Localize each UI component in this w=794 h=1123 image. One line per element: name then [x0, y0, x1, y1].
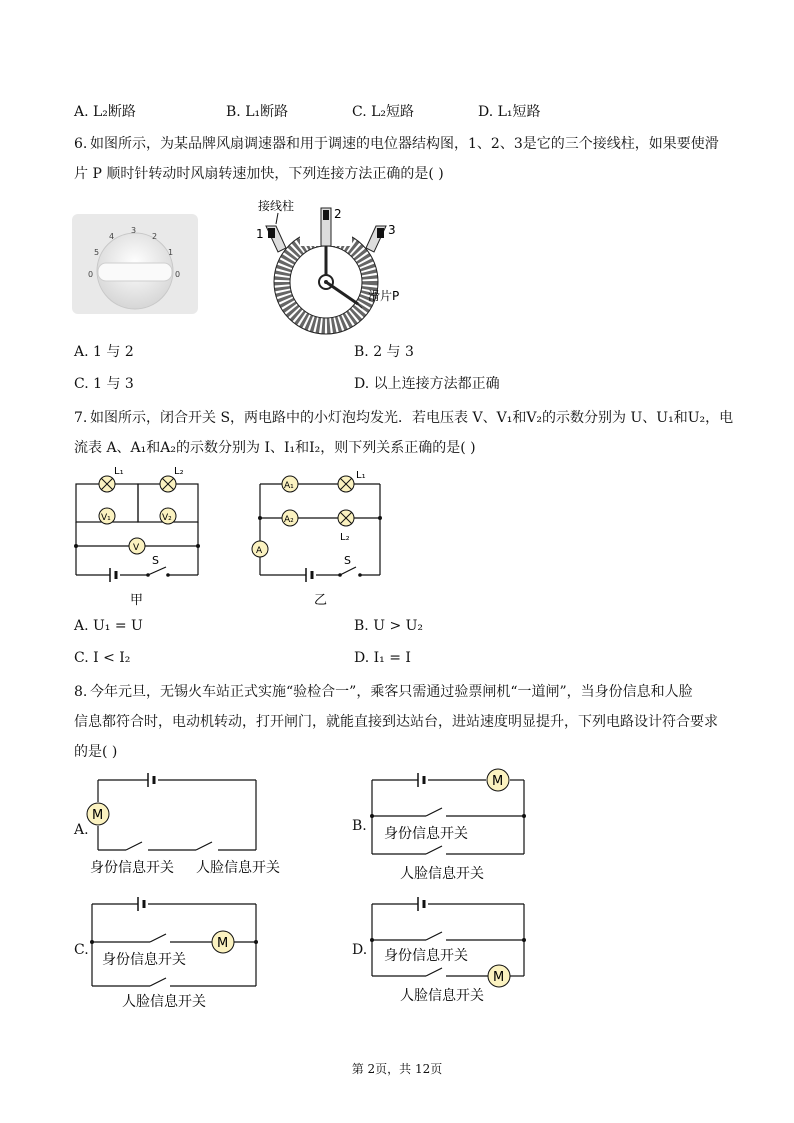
knob-tick-0-left: 0: [88, 270, 94, 279]
jia-caption: 甲: [130, 593, 144, 608]
yi-switch-label: S: [344, 554, 351, 567]
knob-tick-2: 2: [152, 232, 158, 241]
q8-option-c-letter: C.: [74, 942, 89, 958]
q7-option-d: D. I₁ = I: [354, 650, 411, 666]
q8-circuit-c: [86, 890, 266, 1014]
q7-option-c: C. I < I₂: [74, 650, 131, 666]
knob-tick-0-right: 0: [175, 270, 181, 279]
q6-option-c: C. 1 与 3: [74, 376, 134, 392]
terminal-label: 接线柱: [258, 199, 295, 213]
jia-v1-label: V₁: [101, 513, 111, 523]
knob-tick-4: 4: [109, 232, 115, 241]
knob-tick-5: 5: [94, 248, 100, 257]
q8-circuit-b: [364, 766, 534, 886]
yi-a2-label: A₂: [284, 515, 294, 525]
q7-circuit-jia: [66, 460, 216, 610]
q8d-motor-label: M: [493, 970, 505, 985]
q7-text-line1: 如图所示，闭合开关 S，两电路中的小灯泡均发光．若电压表 V、V₁和V₂的示数分别为 U、U₁和U₂，电: [90, 410, 734, 426]
q6-potentiometer-diagram: [240, 196, 430, 336]
q8-option-d-letter: D.: [352, 942, 368, 958]
jia-v2-label: V₂: [162, 513, 172, 523]
yi-caption: 乙: [314, 593, 328, 608]
q8-option-a-letter: A.: [74, 822, 89, 838]
jia-l1-label: L₁: [114, 466, 124, 477]
q7-number: 7.: [74, 410, 88, 426]
yi-l2-label: L₂: [340, 532, 350, 543]
slider-p-label: 滑片P: [368, 289, 400, 303]
q7-circuit-yi: [248, 460, 398, 610]
yi-a-label: A: [256, 546, 263, 556]
q8-circuit-a: [86, 768, 296, 880]
q6-text-line2: 片 P 顺时针转动时风扇转速加快，下列连接方法正确的是( ): [74, 166, 444, 182]
yi-a1-label: A₁: [284, 481, 294, 491]
q5-option-d: D. L₁短路: [478, 104, 541, 120]
q8-text-line2: 信息都符合时，电动机转动，打开闸门，就能直接到达站台，进站速度明显提升，下列电路设计符合要求: [74, 714, 718, 730]
terminal-2-label: 2: [334, 207, 342, 221]
q8b-id-switch-label: 身份信息开关: [384, 826, 468, 842]
q7-text-line2: 流表 A、A₁和A₂的示数分别为 I、I₁和I₂，则下列关系正确的是( ): [74, 440, 476, 456]
jia-l2-label: L₂: [174, 466, 184, 477]
q6-fan-knob-photo: [72, 214, 198, 314]
jia-v-label: V: [133, 543, 140, 553]
q8a-id-switch-label: 身份信息开关: [90, 860, 174, 876]
q8a-face-switch-label: 人脸信息开关: [196, 860, 280, 876]
q8-circuit-d: [364, 890, 534, 1014]
q8d-face-switch-label: 人脸信息开关: [400, 988, 484, 1004]
yi-l1-label: L₁: [356, 470, 366, 481]
q8-text-line1: 今年元旦，无锡火车站正式实施“验检合一”，乘客只需通过验票闸机“一道闸”，当身份信息和人脸: [90, 684, 693, 700]
q8a-motor-label: M: [92, 808, 104, 823]
terminal-3-label: 3: [388, 223, 396, 237]
q8b-face-switch-label: 人脸信息开关: [400, 866, 484, 882]
jia-switch-label: S: [152, 554, 159, 567]
q8-text-line3: 的是( ): [74, 744, 118, 760]
q8c-motor-label: M: [217, 936, 229, 951]
knob-tick-3: 3: [131, 226, 137, 235]
q6-option-d: D. 以上连接方法都正确: [354, 376, 500, 392]
q7-option-a: A. U₁ = U: [74, 618, 143, 634]
q6-option-b: B. 2 与 3: [354, 344, 414, 360]
q5-option-b: B. L₁断路: [226, 104, 289, 120]
q8c-id-switch-label: 身份信息开关: [102, 952, 186, 968]
q5-option-c: C. L₂短路: [352, 104, 415, 120]
q8d-id-switch-label: 身份信息开关: [384, 948, 468, 964]
q6-option-a: A. 1 与 2: [74, 344, 134, 360]
q8-option-b-letter: B.: [352, 818, 367, 834]
q5-option-a: A. L₂断路: [74, 104, 136, 120]
q6-number: 6.: [74, 136, 88, 152]
page-footer: 第 2页，共 12页: [351, 1062, 443, 1076]
terminal-1-label: 1: [256, 227, 264, 241]
q8-number: 8.: [74, 684, 88, 700]
q8b-motor-label: M: [492, 774, 504, 789]
q7-option-b: B. U > U₂: [354, 618, 424, 634]
q6-text-line1: 如图所示，为某品牌风扇调速器和用于调速的电位器结构图，1、2、3是它的三个接线柱，如果要使滑: [90, 136, 719, 152]
q8c-face-switch-label: 人脸信息开关: [122, 994, 206, 1010]
knob-tick-1: 1: [168, 248, 174, 257]
